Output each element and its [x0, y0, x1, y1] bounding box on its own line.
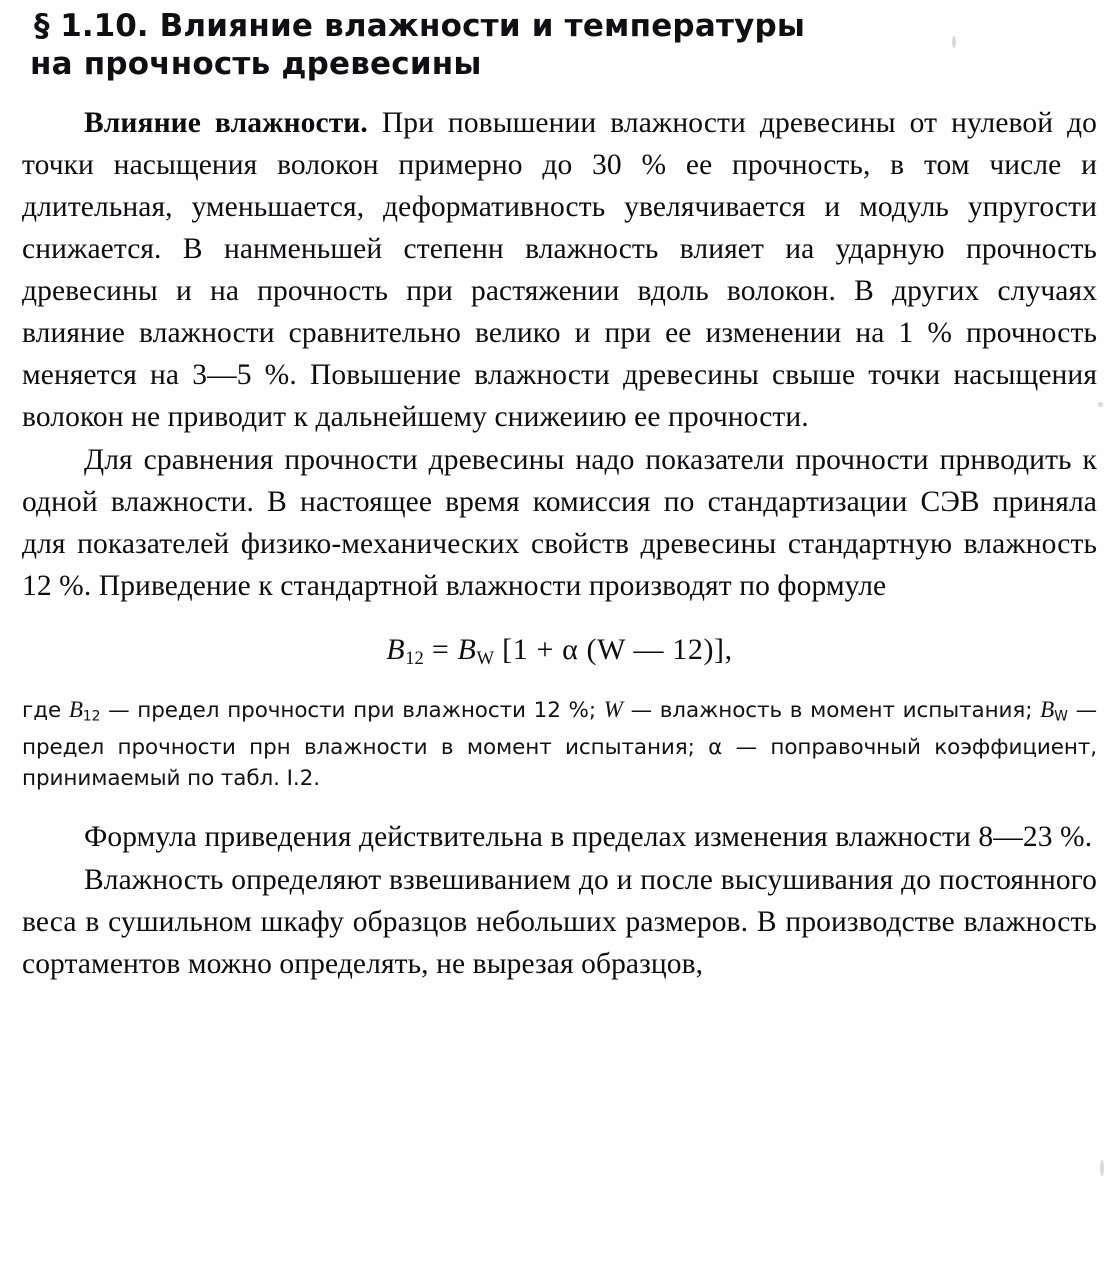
formula-lhs-symbol: B: [386, 632, 406, 666]
formula-legend: [22, 694, 1097, 794]
formula-rhs-expression: [1 + α (W — 12)],: [502, 632, 733, 666]
paragraph-formula-range: [22, 816, 1097, 858]
legend-part-1: где: [22, 697, 69, 723]
scan-artifact: [1098, 402, 1103, 407]
paragraph-humidity-influence: [22, 102, 1097, 438]
section-number: § 1.10.: [34, 8, 149, 44]
legend-part-4: — предел прочности прн влажности в момент испытания; α — поправочный коэффициент, принимаемый по табл. I.2.: [22, 697, 1097, 792]
formula-rhs-subscript: W: [476, 647, 495, 669]
legend-part-2: — предел прочности при влажности 12 %;: [100, 697, 604, 723]
page-content: [22, 8, 1097, 985]
scan-artifact: [1100, 1160, 1104, 1176]
legend-part-3: — влажность в момент испытания;: [622, 697, 1041, 723]
scan-artifact: [952, 36, 956, 48]
page-title: [22, 8, 1097, 84]
paragraph-body: Для сравнения прочности древесины надо показатели прочности прнводить к одной влажности. В настоящее время комиссия по стандартизации СЭВ приняла для показателей физико-механических свойств древесины стандартную влажность 12 %. Приведение к стандартной влажности производят по формуле: [22, 443, 1097, 602]
paragraph-body: Влажность определяют взвешиванием до и после высушивания до постоянного веса в сушильном шкафу образцов небольших размеров. В производстве влажность сортаментов можно определять, не вырезая образцов,: [22, 864, 1097, 981]
paragraph-body: Формула приведения действительна в пределах изменения влажности 8—23 %.: [84, 821, 1093, 854]
paragraph-lead-in: Влияние влажности.: [84, 106, 368, 139]
formula-rhs-symbol: B: [457, 632, 477, 666]
paragraph-standard-humidity: [22, 439, 1097, 607]
legend-symbol-b12: B: [68, 696, 83, 722]
legend-symbol-b12-sub: 12: [82, 708, 101, 725]
formula-block: [22, 633, 1097, 670]
formula-lhs-subscript: 12: [405, 647, 424, 669]
heading-line-2: на прочность древесины: [30, 45, 482, 82]
paragraph-humidity-measurement: [22, 859, 1097, 985]
legend-symbol-w: W: [603, 696, 623, 722]
heading-line-1: Влияние влажности и температуры: [159, 8, 806, 44]
paragraph-body: При повышении влажности древесины от нулевой до точки насыщения волокон примерно до 30 % ее прочность, в том числе и длительная, уменьшается, деформативность увелячивается и модуль упругости снижается. В нанменьшей степенн влажность влияет иа ударную прочность древесины и на прочность при растяжении вдоль волокон. В других случаях влияние влажности сравнительно велико и при ее изменении на 1 % прочность меняется на 3—5 %. Повышение влажности древесины свыше точки насыщения волокон не приводит к дальнейшему снижеиию ее прочности.: [22, 106, 1097, 433]
legend-symbol-bw-sub: W: [1054, 708, 1068, 725]
legend-symbol-bw: B: [1040, 696, 1055, 722]
formula-equals: =: [431, 632, 450, 666]
